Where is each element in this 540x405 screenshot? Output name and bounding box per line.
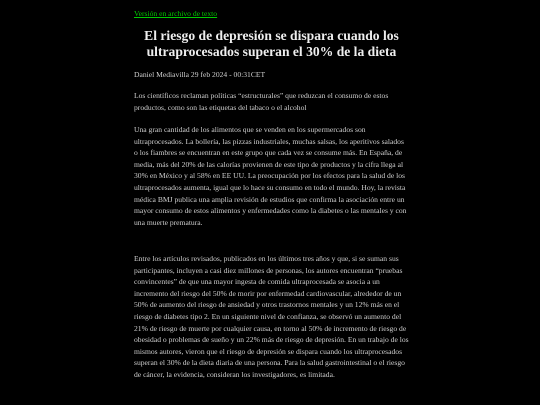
article-title: El riesgo de depresión se dispara cuando los ultraprocesados superan el 30% de la dieta	[144, 28, 399, 59]
article-byline: Daniel Mediavilla 29 feb 2024 - 00:31CET	[134, 70, 266, 79]
article-lede: Los científicos reclaman políticas “estructurales” que reduzcan el consumo de estos productos, como son las etiquetas del tabaco o el alcohol	[134, 91, 389, 112]
text-version-link[interactable]: Versión en archivo de texto	[134, 9, 218, 18]
article-paragraph: Entre los artículos revisados, publicados en los últimos tres años y que, si se suman sus participantes, incluyen a casi diez millones de personas, los autores encuentran “pruebas convincentes” de que una mayor ingesta de comida ultraprocesada se asocia a un incremento del riesgo del 50% de morir por enfermedad cardiovascular, alrededor de un 50% de aumento del riesgo de ansiedad y otros trastornos mentales y un 12% más en el riesgo de diabetes tipo 2. En un siguiente nivel de confianza, se observó un aumento del 21% de riesgo de muerte por cualquier causa, en torno al 50% de incremento de riesgo de obesidad o problemas de sueño y un 22% más de riesgo de depresión. En un trabajo de los mismos autores, vieron que el riesgo de depresión se dispara cuando los ultraprocesados superan el 30% de la dieta diaria de una persona. Para la salud gastrointestinal o el riesgo de cáncer, la evidencia, consideran los investigadores, es limitada.	[134, 254, 409, 379]
article-paragraph: Una gran cantidad de los alimentos que se venden en los supermercados son ultraprocesados. La bollería, las pizzas industriales, muchas salsas, los aperitivos salados o los fiambres se encuentran en este grupo que cada vez se consume más. En España, de media, más del 20% de las calorías provienen de este tipo de productos y la cifra llega al 30% en México y al 58% en EE UU. La preocupación por los efectos para la salud de los ultraprocesados aumenta, igual que lo hace su consumo en todo el mundo. Hoy, la revista médica BMJ publica una amplia revisión de estudios que confirma la asociación entre un mayor consumo de estos alimentos y enfermedades como la diabetes o las mentales y con una muerte prematura.	[134, 125, 407, 227]
